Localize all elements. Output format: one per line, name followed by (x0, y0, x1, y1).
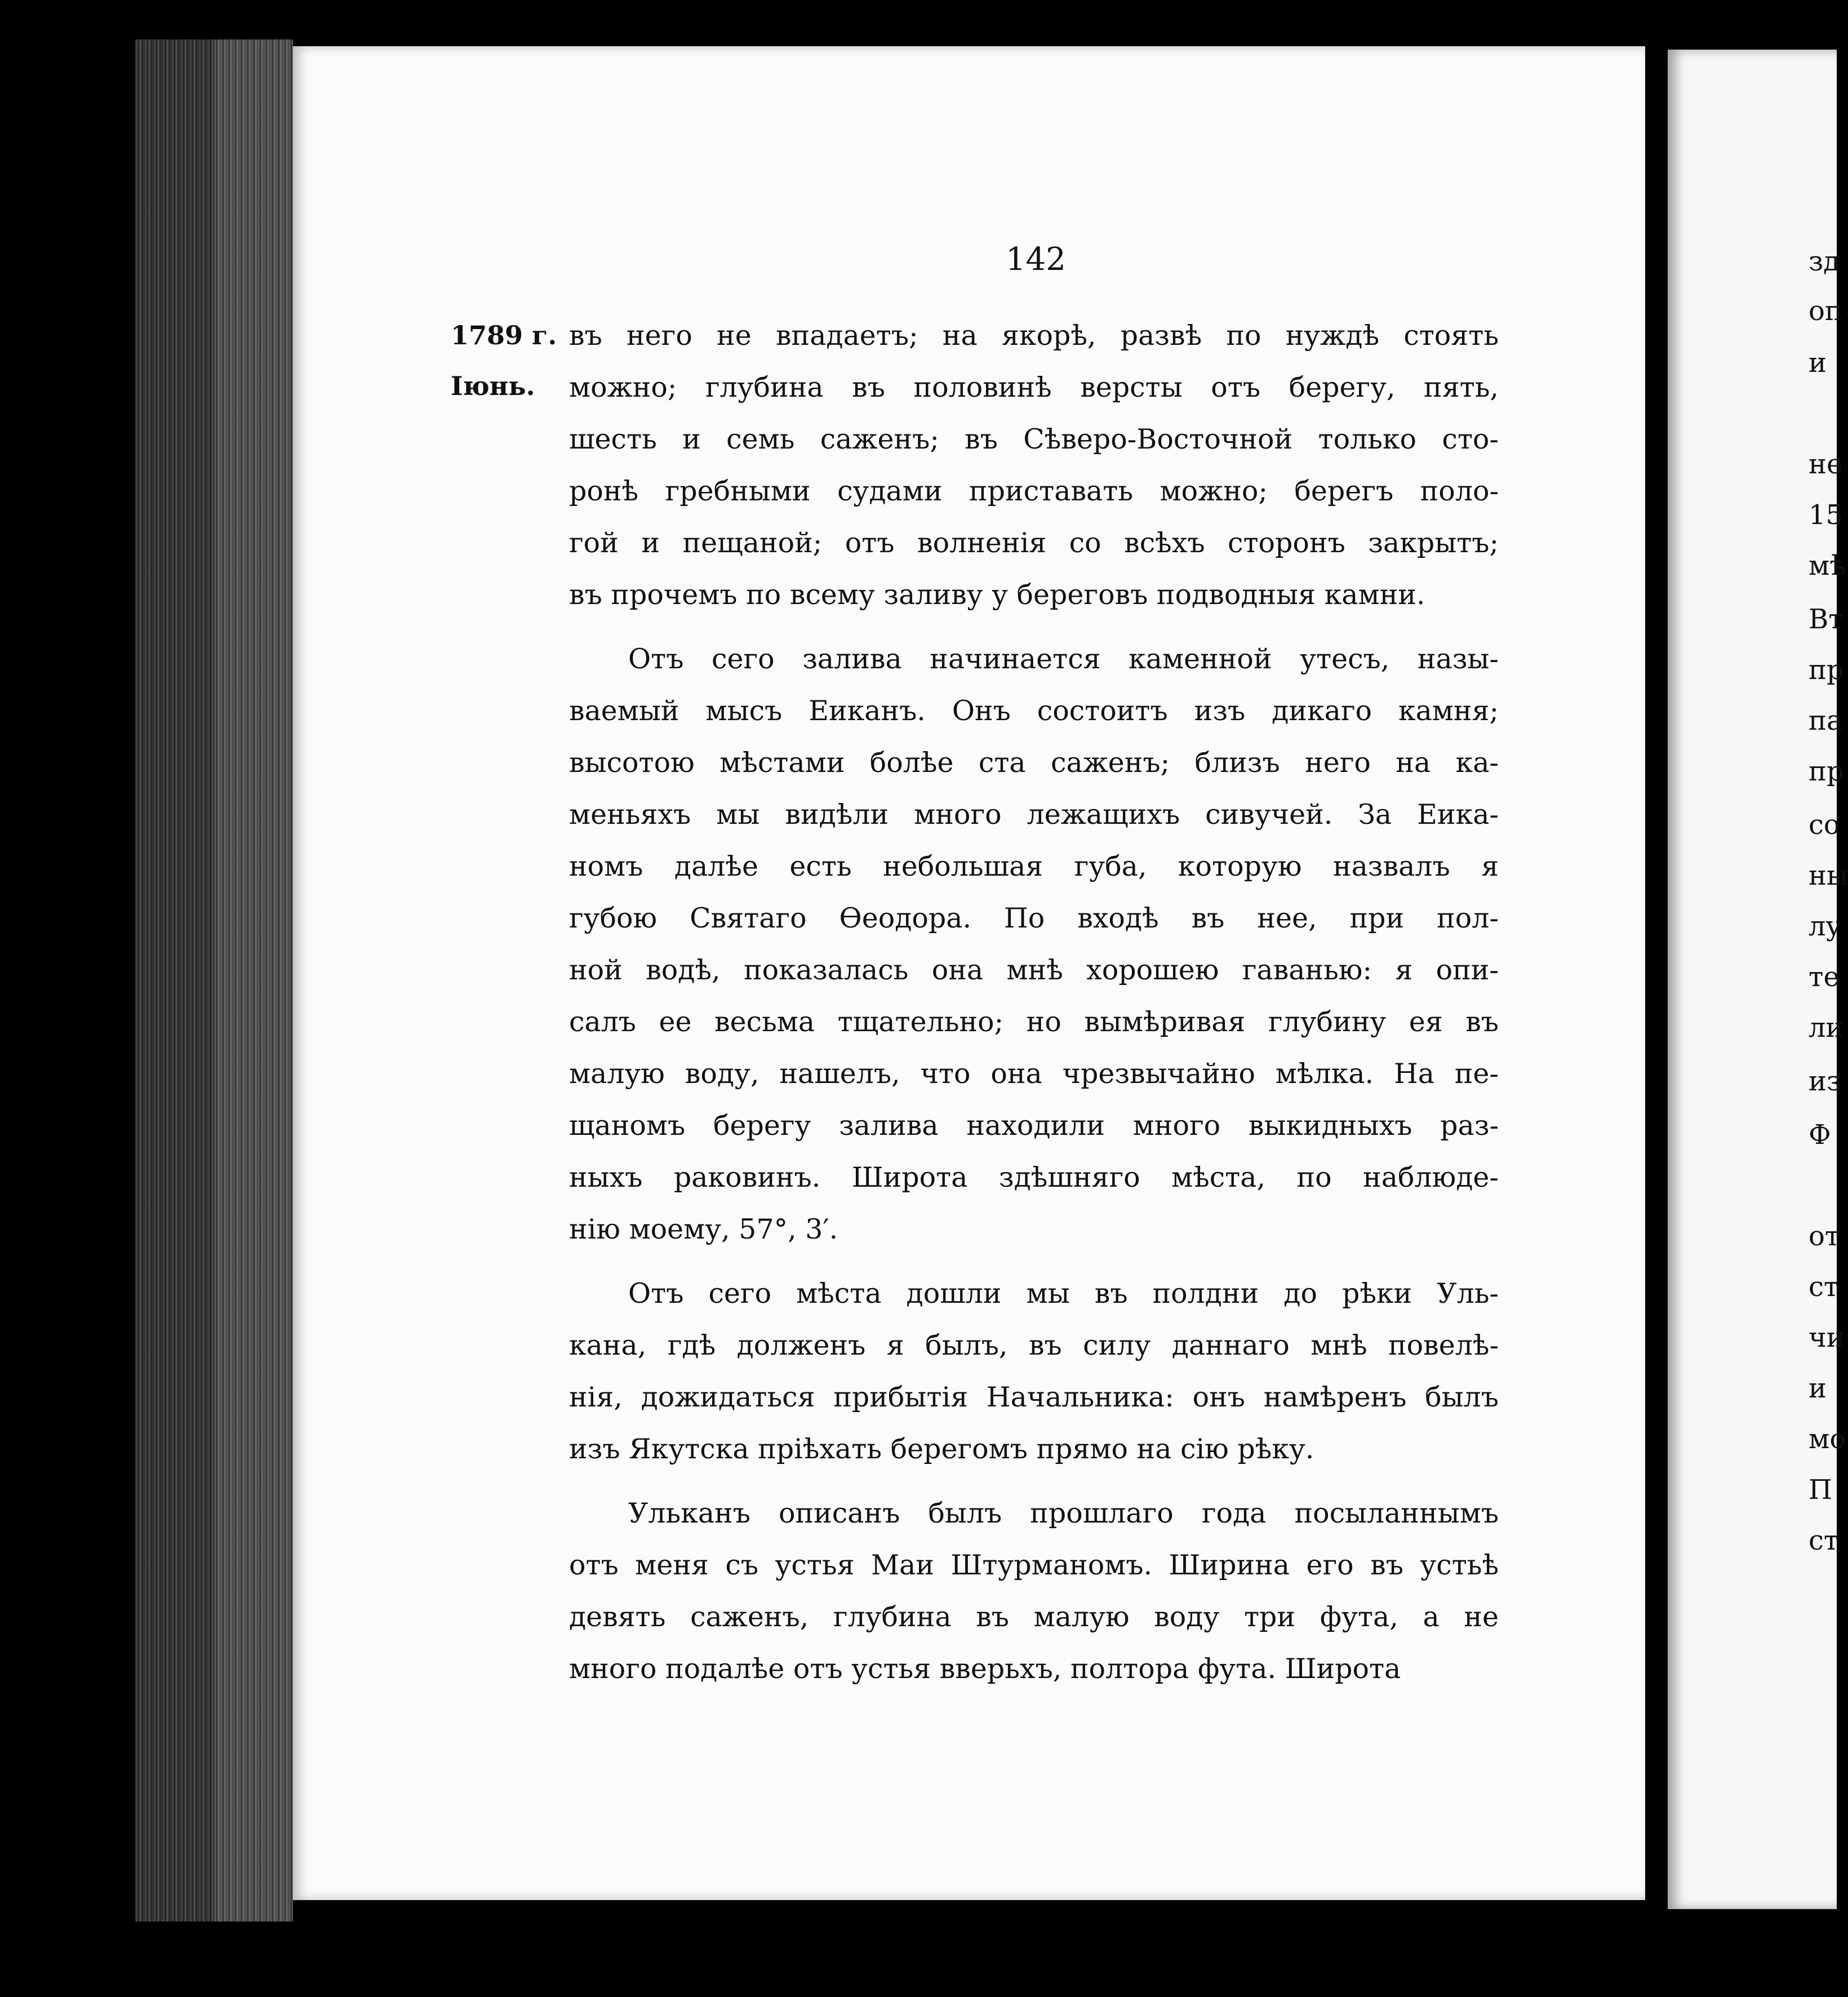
text-line: Ульканъ описанъ былъ прошлаго года посыланнымъ (628, 1497, 1499, 1529)
right-page-fragment: Вт (1809, 603, 1843, 635)
right-page-fragment: оп (1809, 295, 1843, 327)
right-page-fragment: ны (1809, 860, 1848, 891)
paragraph-gap (569, 621, 1499, 633)
right-page-fragment: чи (1809, 1322, 1845, 1353)
text-line: салъ ее весьма тщательно; но вымѣривая глубину ея въ (569, 1006, 1499, 1038)
paragraph (569, 633, 1499, 1255)
right-page-fragment: зд (1809, 246, 1840, 277)
text-line: кана, гдѣ долженъ я былъ, въ силу даннаго мнѣ повелѣ- (569, 1329, 1499, 1361)
margin-note-year: 1789 г. (451, 320, 557, 350)
text-line: девять саженъ, глубина въ малую воду три фута, а не (569, 1601, 1499, 1633)
paragraph (569, 1488, 1499, 1695)
right-page-fragment: не (1809, 449, 1843, 480)
paragraph-gap (569, 1475, 1499, 1488)
text-line: ной водѣ, показалась она мнѣ хорошею гаванью: я опи- (569, 954, 1499, 986)
right-page-fragment: ли (1809, 1012, 1844, 1044)
text-line: въ него не впадаетъ; на якорѣ, развѣ по нуждѣ стоять (569, 319, 1499, 352)
right-page-fragment: лу (1809, 911, 1842, 942)
text-line: губою Святаго Ѳеодора. По входѣ въ нее, при пол- (569, 902, 1499, 934)
text-line: можно; глубина въ половинѣ версты отъ берегу, пять, (569, 371, 1499, 403)
right-page-fragment: пр (1809, 654, 1844, 686)
right-page-fragment: па (1809, 705, 1843, 736)
text-line: ронѣ гребными судами приставать можно; берегъ поло- (569, 475, 1499, 507)
right-page-fragment: Ф (1809, 1119, 1831, 1151)
text-line: много подалѣе отъ устья вверьхъ, полтора фута. Широта (569, 1653, 1401, 1685)
page-number: 142 (1006, 241, 1066, 278)
text-line: гой и пещаной; отъ волненія со всѣхъ сторонъ закрытъ; (569, 527, 1499, 559)
right-page-fragment: ст (1809, 1525, 1839, 1556)
right-page-fragment: пр (1809, 756, 1844, 787)
right-page-fragment: мѣ (1809, 550, 1846, 582)
right-page-fragment: от (1809, 1221, 1840, 1252)
margin-note-month: Іюнь. (451, 371, 535, 401)
text-line: Отъ сего залива начинается каменной утесъ, назы- (628, 643, 1499, 675)
right-page-fragment: со (1809, 809, 1840, 841)
right-page-fragment: П (1809, 1474, 1832, 1506)
right-page-edge (1668, 50, 1848, 1909)
text-line: нію моему, 57°, 3′. (569, 1213, 838, 1245)
text-line: отъ меня съ устья Маи Штурманомъ. Ширина его въ устьѣ (569, 1549, 1499, 1581)
paragraph (569, 1268, 1499, 1475)
text-line: въ прочемъ по всему заливу у береговъ подводныя камни. (569, 579, 1425, 611)
paragraph-gap (569, 1255, 1499, 1268)
right-page-fragment: 15 (1809, 499, 1843, 531)
paragraph (569, 310, 1499, 621)
text-line: ныхъ раковинъ. Широта здѣшняго мѣста, по наблюде- (569, 1161, 1499, 1193)
body-text (569, 310, 1499, 1695)
right-page-fragment: и (1809, 1373, 1827, 1404)
text-line: меньяхъ мы видѣли много лежащихъ сивучей. За Еика- (569, 798, 1499, 831)
right-page-fragment: и (1809, 347, 1827, 379)
text-line: Отъ сего мѣста дошли мы въ полдни до рѣки Уль- (628, 1277, 1499, 1310)
right-page-fragment: ст (1809, 1271, 1839, 1303)
book-fore-edge (135, 39, 293, 1921)
text-line: щаномъ берегу залива находили много выкидныхъ раз- (569, 1110, 1499, 1142)
text-line: шесть и семь саженъ; въ Сѣверо-Восточной только сто- (569, 423, 1499, 455)
right-page-fragment: мо (1809, 1423, 1846, 1455)
text-line: нія, дожидаться прибытія Начальника: онъ намѣренъ былъ (569, 1381, 1499, 1413)
text-line: малую воду, нашелъ, что она чрезвычайно мѣлка. На пе- (569, 1058, 1499, 1090)
text-line: высотою мѣстами болѣе ста саженъ; близъ него на ка- (569, 747, 1499, 779)
right-page-fragment: те (1809, 961, 1840, 993)
text-line: изъ Якутска пріѣхать берегомъ прямо на сію рѣку. (569, 1433, 1314, 1465)
text-line: ваемый мысъ Еиканъ. Онъ состоитъ изъ дикаго камня; (569, 695, 1499, 727)
text-line: номъ далѣе есть небольшая губа, которую назвалъ я (569, 850, 1499, 882)
right-page-fragment: из (1809, 1066, 1842, 1097)
